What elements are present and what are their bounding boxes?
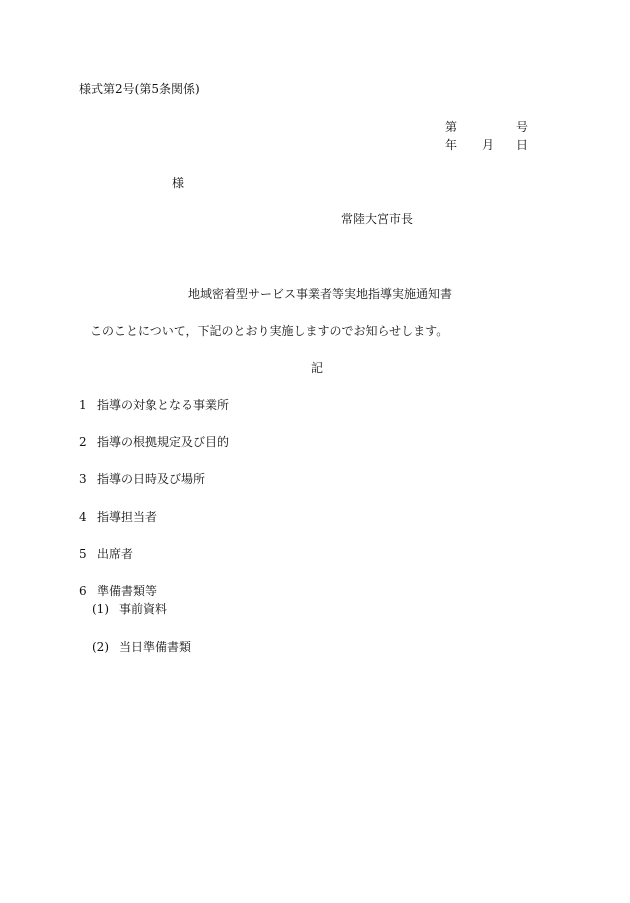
list-item-datetime-place xyxy=(79,472,205,486)
body-text: このことについて，下記のとおり実施しますのでお知らせします。 xyxy=(90,324,449,338)
list-item-label: 出席者 xyxy=(97,547,134,561)
date-day: 日 xyxy=(516,138,529,152)
list-item-number: 2 xyxy=(79,435,87,449)
sender-name: 常陸大宮市長 xyxy=(341,212,414,226)
sub-item-advance-materials xyxy=(92,602,167,616)
sub-item-label: 当日準備書類 xyxy=(119,640,192,654)
recipient-honorific: 様 xyxy=(172,176,185,190)
list-item-number: 4 xyxy=(79,510,87,524)
list-item-number: 5 xyxy=(79,547,87,561)
sub-item-number: (2) xyxy=(92,640,109,654)
list-item-number: 1 xyxy=(79,398,87,412)
list-item-label: 指導の根拠規定及び目的 xyxy=(97,435,230,449)
date-year: 年 xyxy=(445,138,458,152)
sub-item-number: (1) xyxy=(92,602,109,616)
number-suffix: 号 xyxy=(516,120,529,134)
ki-heading: 記 xyxy=(311,361,324,375)
list-item-staff xyxy=(79,510,157,524)
document-title: 地域密着型サービス事業者等実地指導実施通知書 xyxy=(188,287,453,301)
list-item-number: 3 xyxy=(79,472,87,486)
list-item-label: 準備書類等 xyxy=(97,584,158,598)
list-item-documents xyxy=(79,584,157,598)
sub-item-label: 事前資料 xyxy=(119,602,168,616)
list-item-number: 6 xyxy=(79,584,87,598)
sub-item-day-documents xyxy=(92,640,191,654)
list-item-label: 指導の日時及び場所 xyxy=(97,472,206,486)
number-prefix: 第 xyxy=(445,120,458,134)
list-item-label: 指導の対象となる事業所 xyxy=(97,398,230,412)
form-label: 様式第2号(第5条関係) xyxy=(79,82,200,96)
list-item-label: 指導担当者 xyxy=(97,510,158,524)
list-item-attendees xyxy=(79,547,133,561)
list-item-target-office xyxy=(79,398,229,412)
list-item-basis-purpose xyxy=(79,435,229,449)
date-month: 月 xyxy=(482,138,495,152)
